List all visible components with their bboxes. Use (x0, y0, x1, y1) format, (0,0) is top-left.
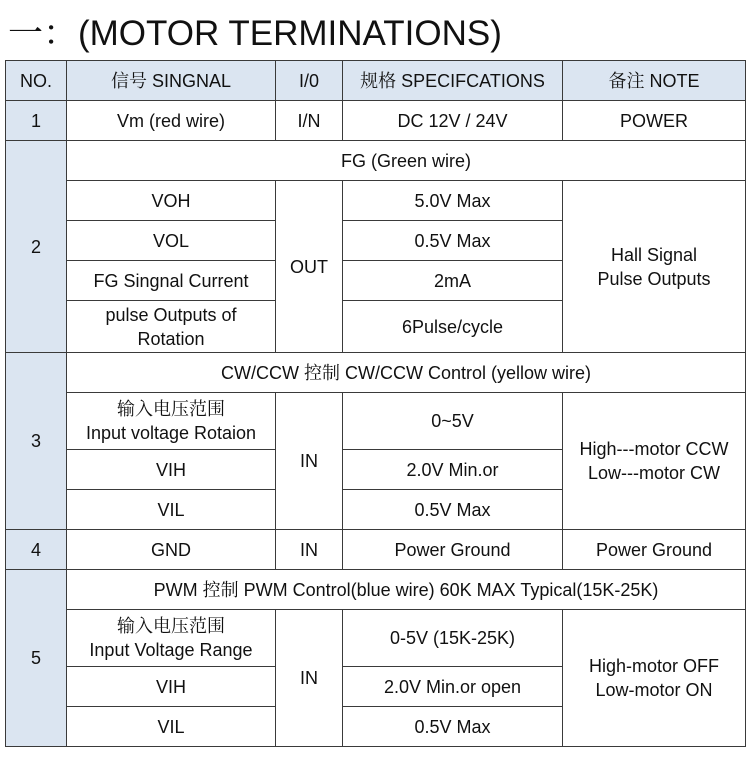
table-header-row (6, 61, 746, 101)
header-note: 备注 NOTE (563, 61, 746, 101)
io-cell: I/N (276, 101, 343, 141)
io-cell: IN (276, 393, 343, 530)
signal-line: Rotation (137, 328, 205, 349)
io-cell: IN (276, 610, 343, 747)
note-line: Low-motor ON (595, 680, 713, 700)
row-number: 3 (6, 353, 67, 530)
table-row (6, 141, 746, 181)
signal-cell: GND (67, 530, 276, 570)
row-number: 1 (6, 101, 67, 141)
signal-cell: VIH (67, 450, 276, 490)
signal-cell: VOL (67, 221, 276, 261)
table-row (6, 610, 746, 667)
note-cell (563, 181, 746, 353)
header-spec: 规格 SPECIFCATIONS (343, 61, 563, 101)
row-number: 4 (6, 530, 67, 570)
note-cell (563, 610, 746, 747)
section-heading: FG (Green wire) (67, 141, 746, 181)
header-no: NO. (6, 61, 67, 101)
signal-cell (67, 393, 276, 450)
signal-cell: VIL (67, 490, 276, 530)
header-signal: 信号 SINGNAL (67, 61, 276, 101)
spec-cell: 2mA (343, 261, 563, 301)
signal-cell: Vm (red wire) (67, 101, 276, 141)
table-row (6, 353, 746, 393)
spec-cell: 0-5V (15K-25K) (343, 610, 563, 667)
motor-terminations-table (5, 60, 746, 747)
signal-line: pulse Outputs of (105, 304, 237, 325)
header-io: I/0 (276, 61, 343, 101)
spec-cell: 0.5V Max (343, 221, 563, 261)
note-cell: Power Ground (563, 530, 746, 570)
row-number: 5 (6, 570, 67, 747)
spec-cell: Power Ground (343, 530, 563, 570)
spec-cell: 0~5V (343, 393, 563, 450)
note-line: Hall Signal (610, 244, 698, 265)
spec-cell: 2.0V Min.or open (343, 667, 563, 707)
page-title: 一：(MOTOR TERMINATIONS) (8, 14, 502, 53)
table-row (6, 570, 746, 610)
table-row (6, 393, 746, 450)
signal-cell: VOH (67, 181, 276, 221)
section-heading: PWM 控制 PWM Control(blue wire) 60K MAX Typical(15K-25K) (67, 570, 746, 610)
signal-cell (67, 610, 276, 667)
signal-cell (67, 301, 276, 353)
row-number: 2 (6, 141, 67, 353)
table-row (6, 530, 746, 570)
table-row (6, 101, 746, 141)
note-line: High-motor OFF (588, 656, 720, 676)
spec-cell: DC 12V / 24V (343, 101, 563, 141)
note-line: Pulse Outputs (597, 268, 711, 289)
note-cell: POWER (563, 101, 746, 141)
signal-cell: VIH (67, 667, 276, 707)
table-row (6, 181, 746, 221)
signal-line: Input voltage Rotaion (85, 423, 257, 443)
spec-cell: 0.5V Max (343, 707, 563, 747)
spec-cell: 5.0V Max (343, 181, 563, 221)
spec-cell: 0.5V Max (343, 490, 563, 530)
signal-cell: VIL (67, 707, 276, 747)
signal-line: 输入电压范围 (117, 399, 225, 419)
spec-cell: 2.0V Min.or (343, 450, 563, 490)
note-line: High---motor CCW (579, 439, 729, 459)
io-cell: IN (276, 530, 343, 570)
section-heading: CW/CCW 控制 CW/CCW Control (yellow wire) (67, 353, 746, 393)
signal-line: Input Voltage Range (89, 640, 253, 660)
signal-cell: FG Singnal Current (67, 261, 276, 301)
note-cell (563, 393, 746, 530)
signal-line: 输入电压范围 (117, 616, 225, 636)
note-line: Low---motor CW (587, 463, 720, 483)
io-cell: OUT (276, 181, 343, 353)
spec-cell: 6Pulse/cycle (343, 301, 563, 353)
